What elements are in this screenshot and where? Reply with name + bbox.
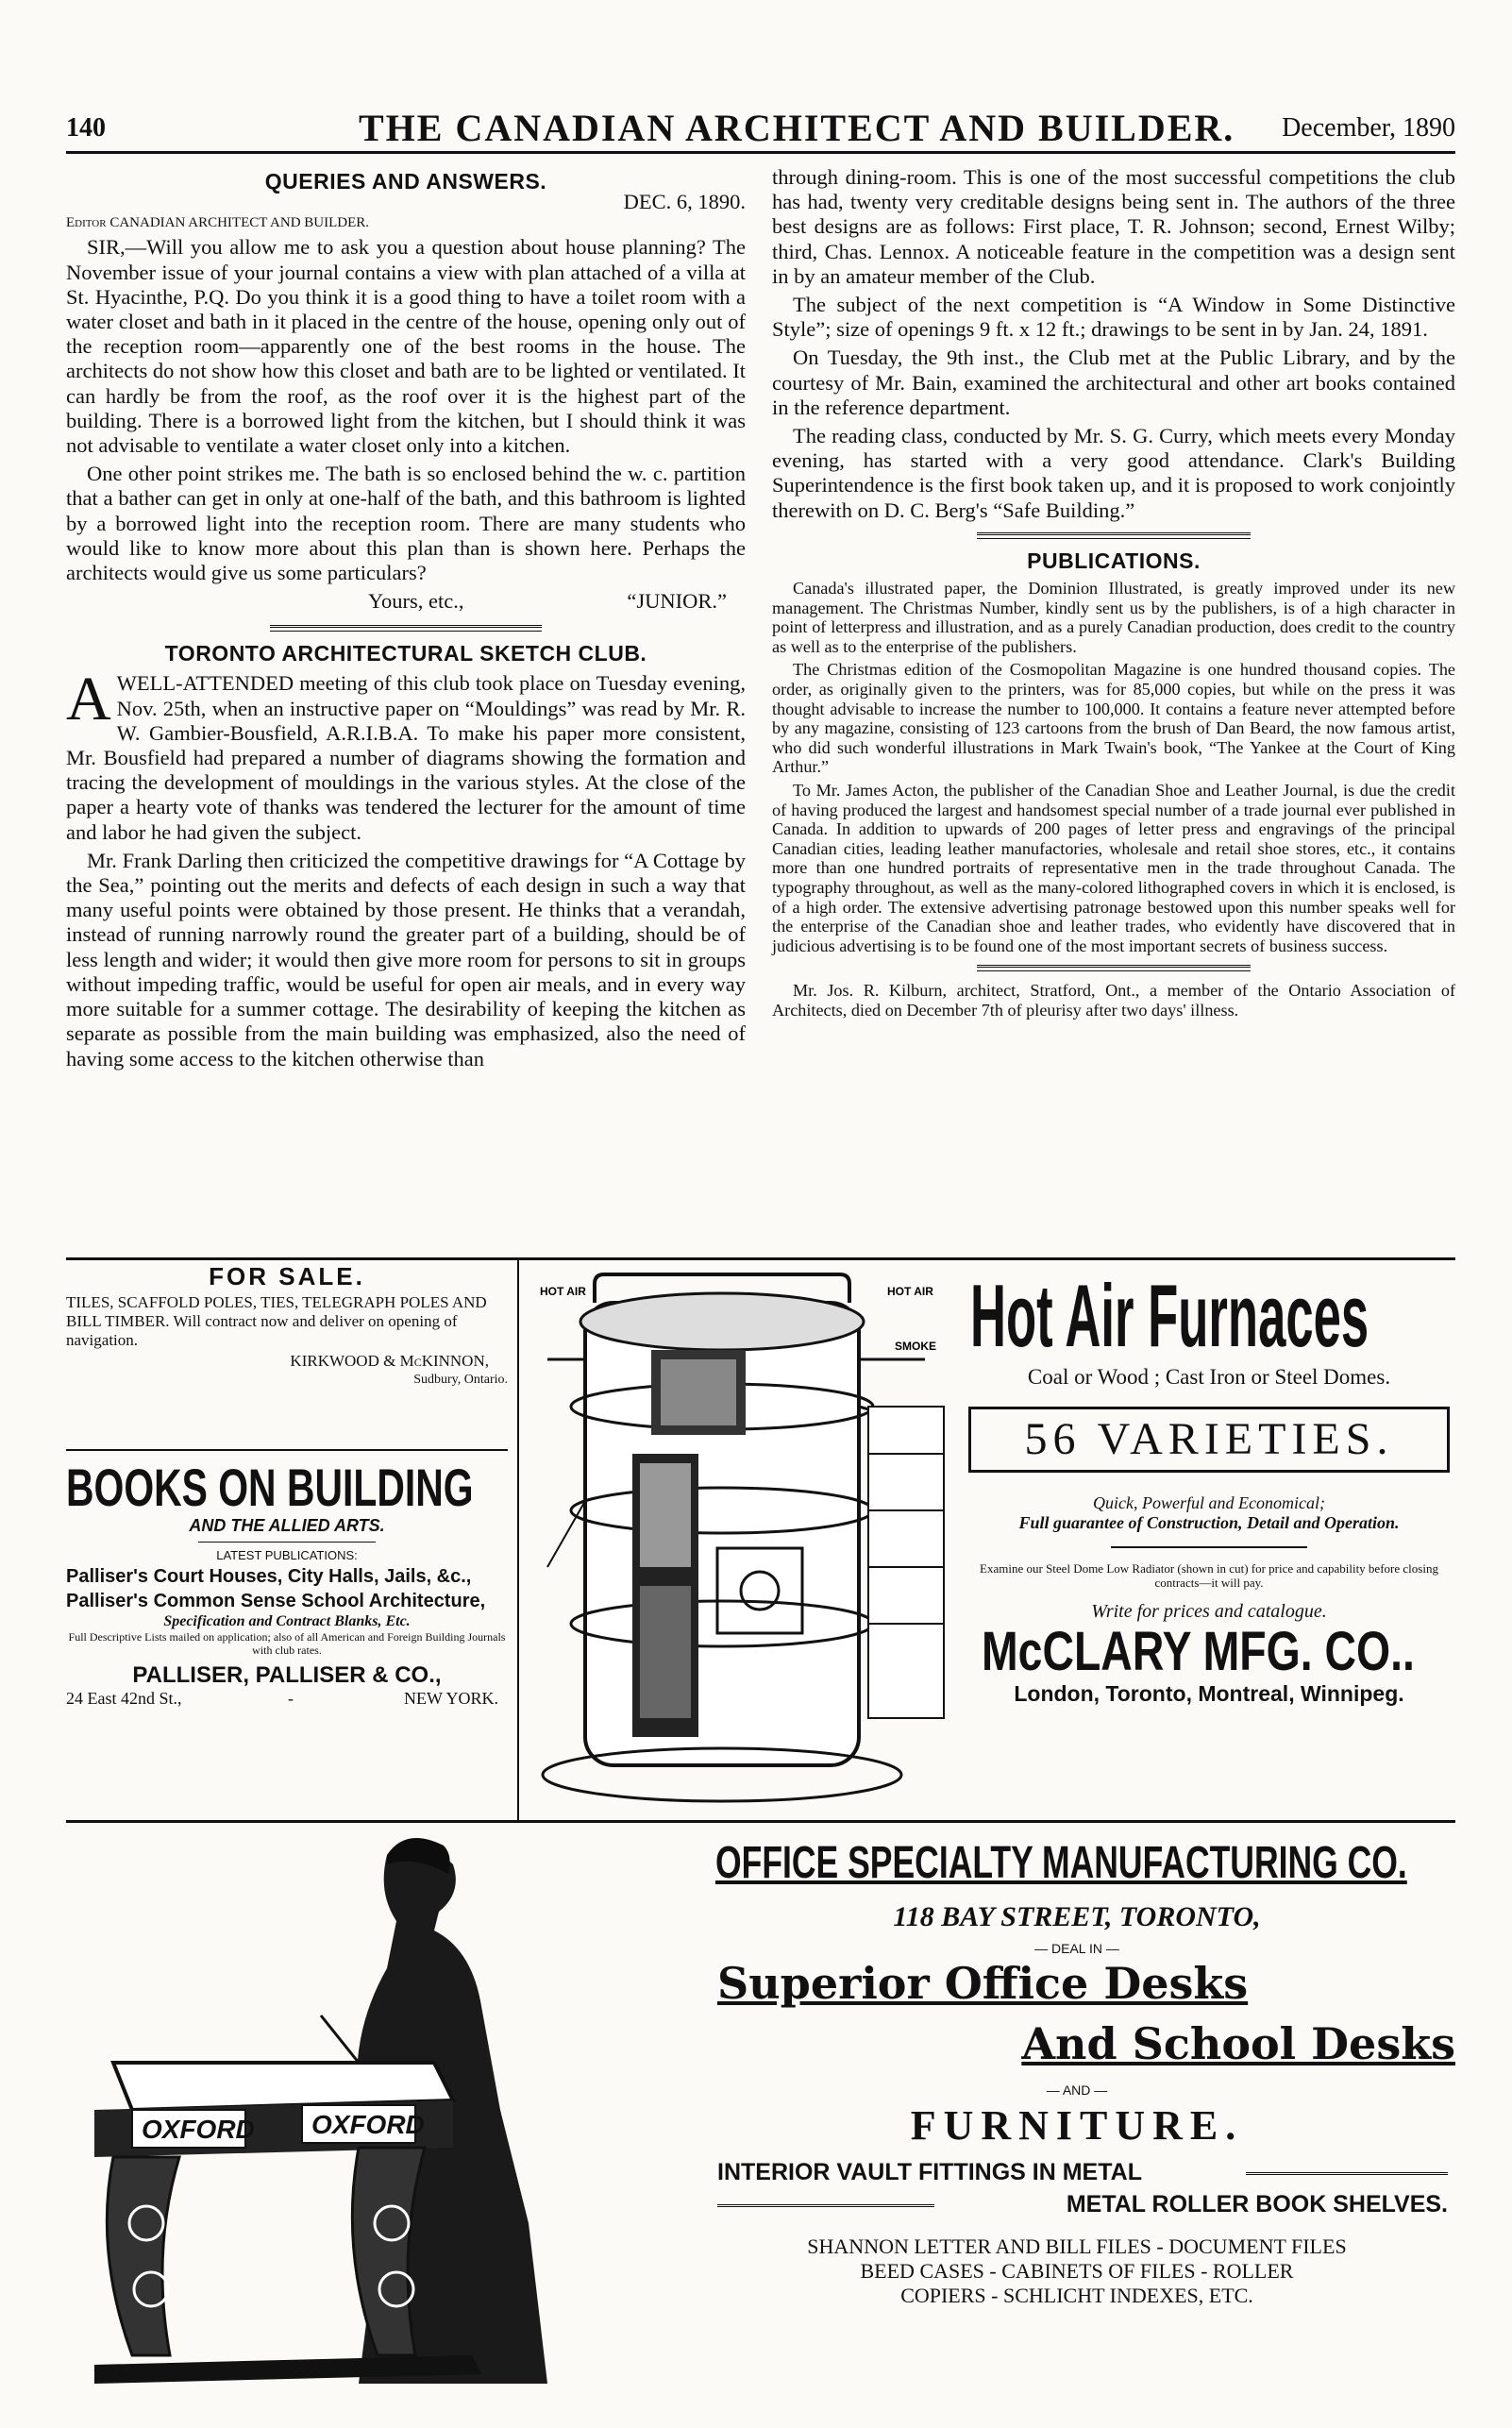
office-furniture: FURNITURE. xyxy=(910,2102,1244,2149)
for-sale-body: TILES, SCAFFOLD POLES, TIES, TELEGRAPH POLES AND BILL TIMBER. Will contract now and deliver on opening of navigation. xyxy=(66,1293,487,1349)
page-number: 140 xyxy=(66,113,106,143)
journal-title: THE CANADIAN ARCHITECT AND BUILDER. xyxy=(359,107,1235,149)
hot-air-label-left: HOT AIR xyxy=(540,1285,586,1298)
queries-signature: “JUNIOR.” xyxy=(627,589,727,614)
smoke-label: SMOKE xyxy=(895,1340,937,1353)
books-heading: BOOKS ON BUILDING xyxy=(66,1458,474,1517)
furnace-note: Examine our Steel Dome Low Radiator (shown in cut) for price and capability before closing contracts—it will pay. xyxy=(980,1561,1438,1590)
furnace-rule xyxy=(1111,1546,1308,1548)
office-address: 118 BAY STREET, TORONTO, xyxy=(893,1901,1261,1932)
books-note: Full Descriptive Lists mailed on application; also of all American and Foreign Building Journals with club rates. xyxy=(68,1630,506,1657)
books-firm: PALLISER, PALLISER & CO., xyxy=(132,1662,442,1688)
drop-cap: A xyxy=(66,665,111,734)
books-ad xyxy=(66,1459,508,1711)
queries-dateline: DEC. 6, 1890. xyxy=(623,190,746,214)
section-divider xyxy=(977,532,1251,539)
furnace-headline: Hot Air Furnaces xyxy=(970,1266,1369,1365)
queries-heading: QUERIES AND ANSWERS. xyxy=(264,169,547,194)
header-rule xyxy=(66,151,1455,154)
office-list: COPIERS - SCHLICHT INDEXES, ETC. xyxy=(900,2284,1253,2307)
ads-top-rule xyxy=(66,1257,1455,1260)
furnace-tagline: Quick, Powerful and Economical; xyxy=(1093,1493,1325,1512)
mcclary-firm: McCLARY MFG. CO.. xyxy=(982,1621,1415,1682)
furnace-tagline: Full guarantee of Construction, Detail and Operation. xyxy=(1018,1513,1400,1532)
office-list: SHANNON LETTER AND BILL FILES - DOCUMENT FILES xyxy=(807,2234,1347,2258)
section-divider xyxy=(270,625,542,632)
books-item: Palliser's Court Houses, City Halls, Jails, &c., xyxy=(66,1566,472,1587)
left-column xyxy=(66,165,746,1075)
queries-closing: Yours, etc., xyxy=(368,589,464,614)
publications-paragraph: Canada's illustrated paper, the Dominion Illustrated, is greatly improved under its new management. The Christmas Number, kindly sent us by the publishers, is of a high character in point of letterpress and illustration, and as a purely Canadian production, does credit to the country as well as to the enterprise of the publishers. xyxy=(772,579,1455,656)
right-column xyxy=(772,165,1455,1024)
sketch-club-paragraph: Mr. Frank Darling then criticized the competitive drawings for “A Cottage by the Sea,” pointing out the merits and defects of each design in such a way that many useful points were obtained by those present. He thinks that a verandah, instead of running narrowly round the greater part of a building, should be of less length and wider; it would then give more room for persons to sit in groups without impeding traffic, would be useful for open air meals, and in every way more suitable for a summer cottage. The desirability of keeping the kitchen as separate as possible from the main building was emphasized, also the need of having some access to the kitchen otherwise than xyxy=(66,848,746,1071)
furnace-sub: Coal or Wood ; Cast Iron or Steel Domes. xyxy=(1027,1365,1391,1389)
office-company: OFFICE SPECIALTY MANUFACTURING CO. xyxy=(715,1838,1407,1888)
issue-date: December, 1890 xyxy=(1282,113,1455,143)
furnace-write: Write for prices and catalogue. xyxy=(1091,1601,1327,1622)
books-rule xyxy=(198,1542,375,1543)
office-ad xyxy=(698,1837,1455,2308)
sketch-club-paragraph: AWELL-ATTENDED meeting of this club took place on Tuesday evening, Nov. 25th, when an instructive paper on “Mouldings” was read by Mr. R. W. Gambier-Bousfield, A.R.I.B.A. To make his paper more consistent, Mr. Bousfield had prepared a number of diagrams showing the formation and tracing the development of mouldings in the various styles. At the close of the paper a hearty vote of thanks was tendered the lecturer for the amount of time and labor he had given the subject. xyxy=(66,665,746,844)
queries-signoff xyxy=(66,589,746,615)
for-sale-place: Sudbury, Ontario. xyxy=(413,1373,508,1387)
publications-heading: PUBLICATIONS. xyxy=(1027,548,1201,573)
page-header xyxy=(66,106,1455,153)
for-sale-heading: FOR SALE. xyxy=(209,1262,365,1290)
books-item: Specification and Contract Blanks, Etc. xyxy=(163,1613,411,1629)
publications-paragraph: The Christmas edition of the Cosmopolitan Magazine is one hundred thousand copies. The order, as originally given to the printers, was for 85,000 copies, but while on the press it was thought advisable to increase the number to 100,000. It contains a feature never attempted before by any magazine, consisting of 123 cartoons from the brush of Dan Beard, the now famous artist, who did such wonderful illustrations in Mark Twain's book, “The Yankee at the Court of King Arthur.” xyxy=(772,660,1455,777)
ads-middle-rule xyxy=(66,1820,1455,1823)
office-shelves-line xyxy=(698,2191,1455,2223)
office-vault: INTERIOR VAULT FITTINGS IN METAL xyxy=(717,2159,1142,2185)
ad-rule xyxy=(66,1449,508,1451)
furnace-cities: London, Toronto, Montreal, Winnipeg. xyxy=(1014,1681,1404,1706)
books-city: NEW YORK. xyxy=(404,1689,498,1708)
obituary-paragraph: Mr. Jos. R. Kilburn, architect, Stratford, Ont., a member of the Ontario Association of Architects, died on December 7th of pleurisy after two days' illness. xyxy=(772,981,1455,1020)
office-and: — AND — xyxy=(1046,2082,1108,2098)
books-sub: AND THE ALLIED ARTS. xyxy=(189,1516,385,1535)
office-vault-line xyxy=(698,2159,1455,2191)
sketch-club-heading: TORONTO ARCHITECTURAL SKETCH CLUB. xyxy=(164,641,647,666)
section-divider xyxy=(977,965,1251,971)
desk-brand-right: OXFORD xyxy=(311,2110,425,2139)
for-sale-ad xyxy=(66,1262,508,1390)
queries-addressee: Editor CANADIAN ARCHITECT AND BUILDER. xyxy=(66,215,370,231)
queries-paragraph: One other point strikes me. The bath is so enclosed behind the w. c. partition that a bather can get in only at one-half of the bath, and this bathroom is lighted by a borrowed light into the reception room. There are many students who would like to know more about this plan than is shown here. Perhaps the architects would give us some particulars? xyxy=(66,462,746,585)
books-address: 24 East 42nd St., xyxy=(66,1689,182,1708)
furnace-ad xyxy=(963,1266,1455,1707)
varieties-box: 56 VARIETIES. xyxy=(968,1407,1450,1473)
publications-paragraph: To Mr. James Acton, the publisher of the Canadian Shoe and Leather Journal, is due the credit of having produced the largest and handsomest special number of a trade journal ever published in Canada. In addition to upwards of 200 pages of letter press and engravings of the principal Canadian cities, leading leather manufactories, wholesale and retail shoe stores, etc., it contains more than one hundred portraits of representative men in the trade throughout Canada. The typography throughout, as well as the many-colored lithographed covers in which it is enclosed, is of a high order. The extensive advertising patronage bestowed upon this number speaks well for the enterprise of the Canadian shoe and leather trades, who evidently have discovered that in judicious advertising is to be found one of the most important secrets of business success. xyxy=(772,780,1455,955)
office-deal: — DEAL IN — xyxy=(1034,1941,1119,1956)
sketch-club-paragraph: The reading class, conducted by Mr. S. G. Curry, which meets every Monday evening, has started with a very good attendance. Clark's Building Superintendence is the first book taken up, and it is proposed to work conjointly therewith on D. C. Berg's “Safe Building.” xyxy=(772,424,1455,522)
queries-paragraph: SIR,—Will you allow me to ask you a question about house planning? The November issue of your journal contains a view with plan attached of a villa at St. Hyacinthe, P.Q. Do you think it is a good thing to have a toilet room with a water closet and bath in it placed in the centre of the house, opening only out of the reception room—apparently one of the best rooms in the house. The architects do not show how this closet and bath are to be lighted or ventilated. It can hardly be from the roof, as the roof over it is the highest part of the building. There is a borrowed light from the kitchen, but I should think it was not advisable to ventilate a water closet only into a kitchen. xyxy=(66,235,746,458)
office-line2: And School Desks xyxy=(1021,2018,1455,2069)
sketch-club-paragraph: The subject of the next competition is “A Window in Some Distinctive Style”; size of openings 9 ft. x 12 ft.; drawings to be sent in by Jan. 24, 1891. xyxy=(772,293,1455,342)
hot-air-label-right: HOT AIR xyxy=(887,1285,933,1298)
for-sale-firm: KIRKWOOD & McKINNON, xyxy=(290,1352,489,1370)
books-address-line: 24 East 42nd St., - NEW YORK. xyxy=(66,1689,498,1708)
office-list: BEED CASES - CABINETS OF FILES - ROLLER xyxy=(860,2259,1294,2283)
desk-brand-left: OXFORD xyxy=(142,2115,255,2144)
ads-divider xyxy=(517,1259,519,1820)
office-line1: Superior Office Desks xyxy=(717,1958,1249,2009)
books-item: Palliser's Common Sense School Architecture, xyxy=(66,1591,486,1611)
sketch-club-paragraph: On Tuesday, the 9th inst., the Club met at the Public Library, and by the courtesy of Mr. Bain, examined the architectural and other art books contained in the reference department. xyxy=(772,346,1455,419)
furnace-illustration xyxy=(529,1265,958,1817)
sketch-club-paragraph: through dining-room. This is one of the most successful competitions the club has had, twenty very creditable designs being sent in. The authors of the three best designs are as follows: First place, T. R. Johnson; second, Ernest Wilby; third, Chas. Lennox. A noticeable feature in the competition was a design sent in by an amateur member of the Club. xyxy=(772,165,1455,288)
books-latest: LATEST PUBLICATIONS: xyxy=(216,1548,358,1562)
office-shelves: METAL ROLLER BOOK SHELVES. xyxy=(1066,2191,1448,2217)
desk-illustration xyxy=(76,1827,680,2412)
